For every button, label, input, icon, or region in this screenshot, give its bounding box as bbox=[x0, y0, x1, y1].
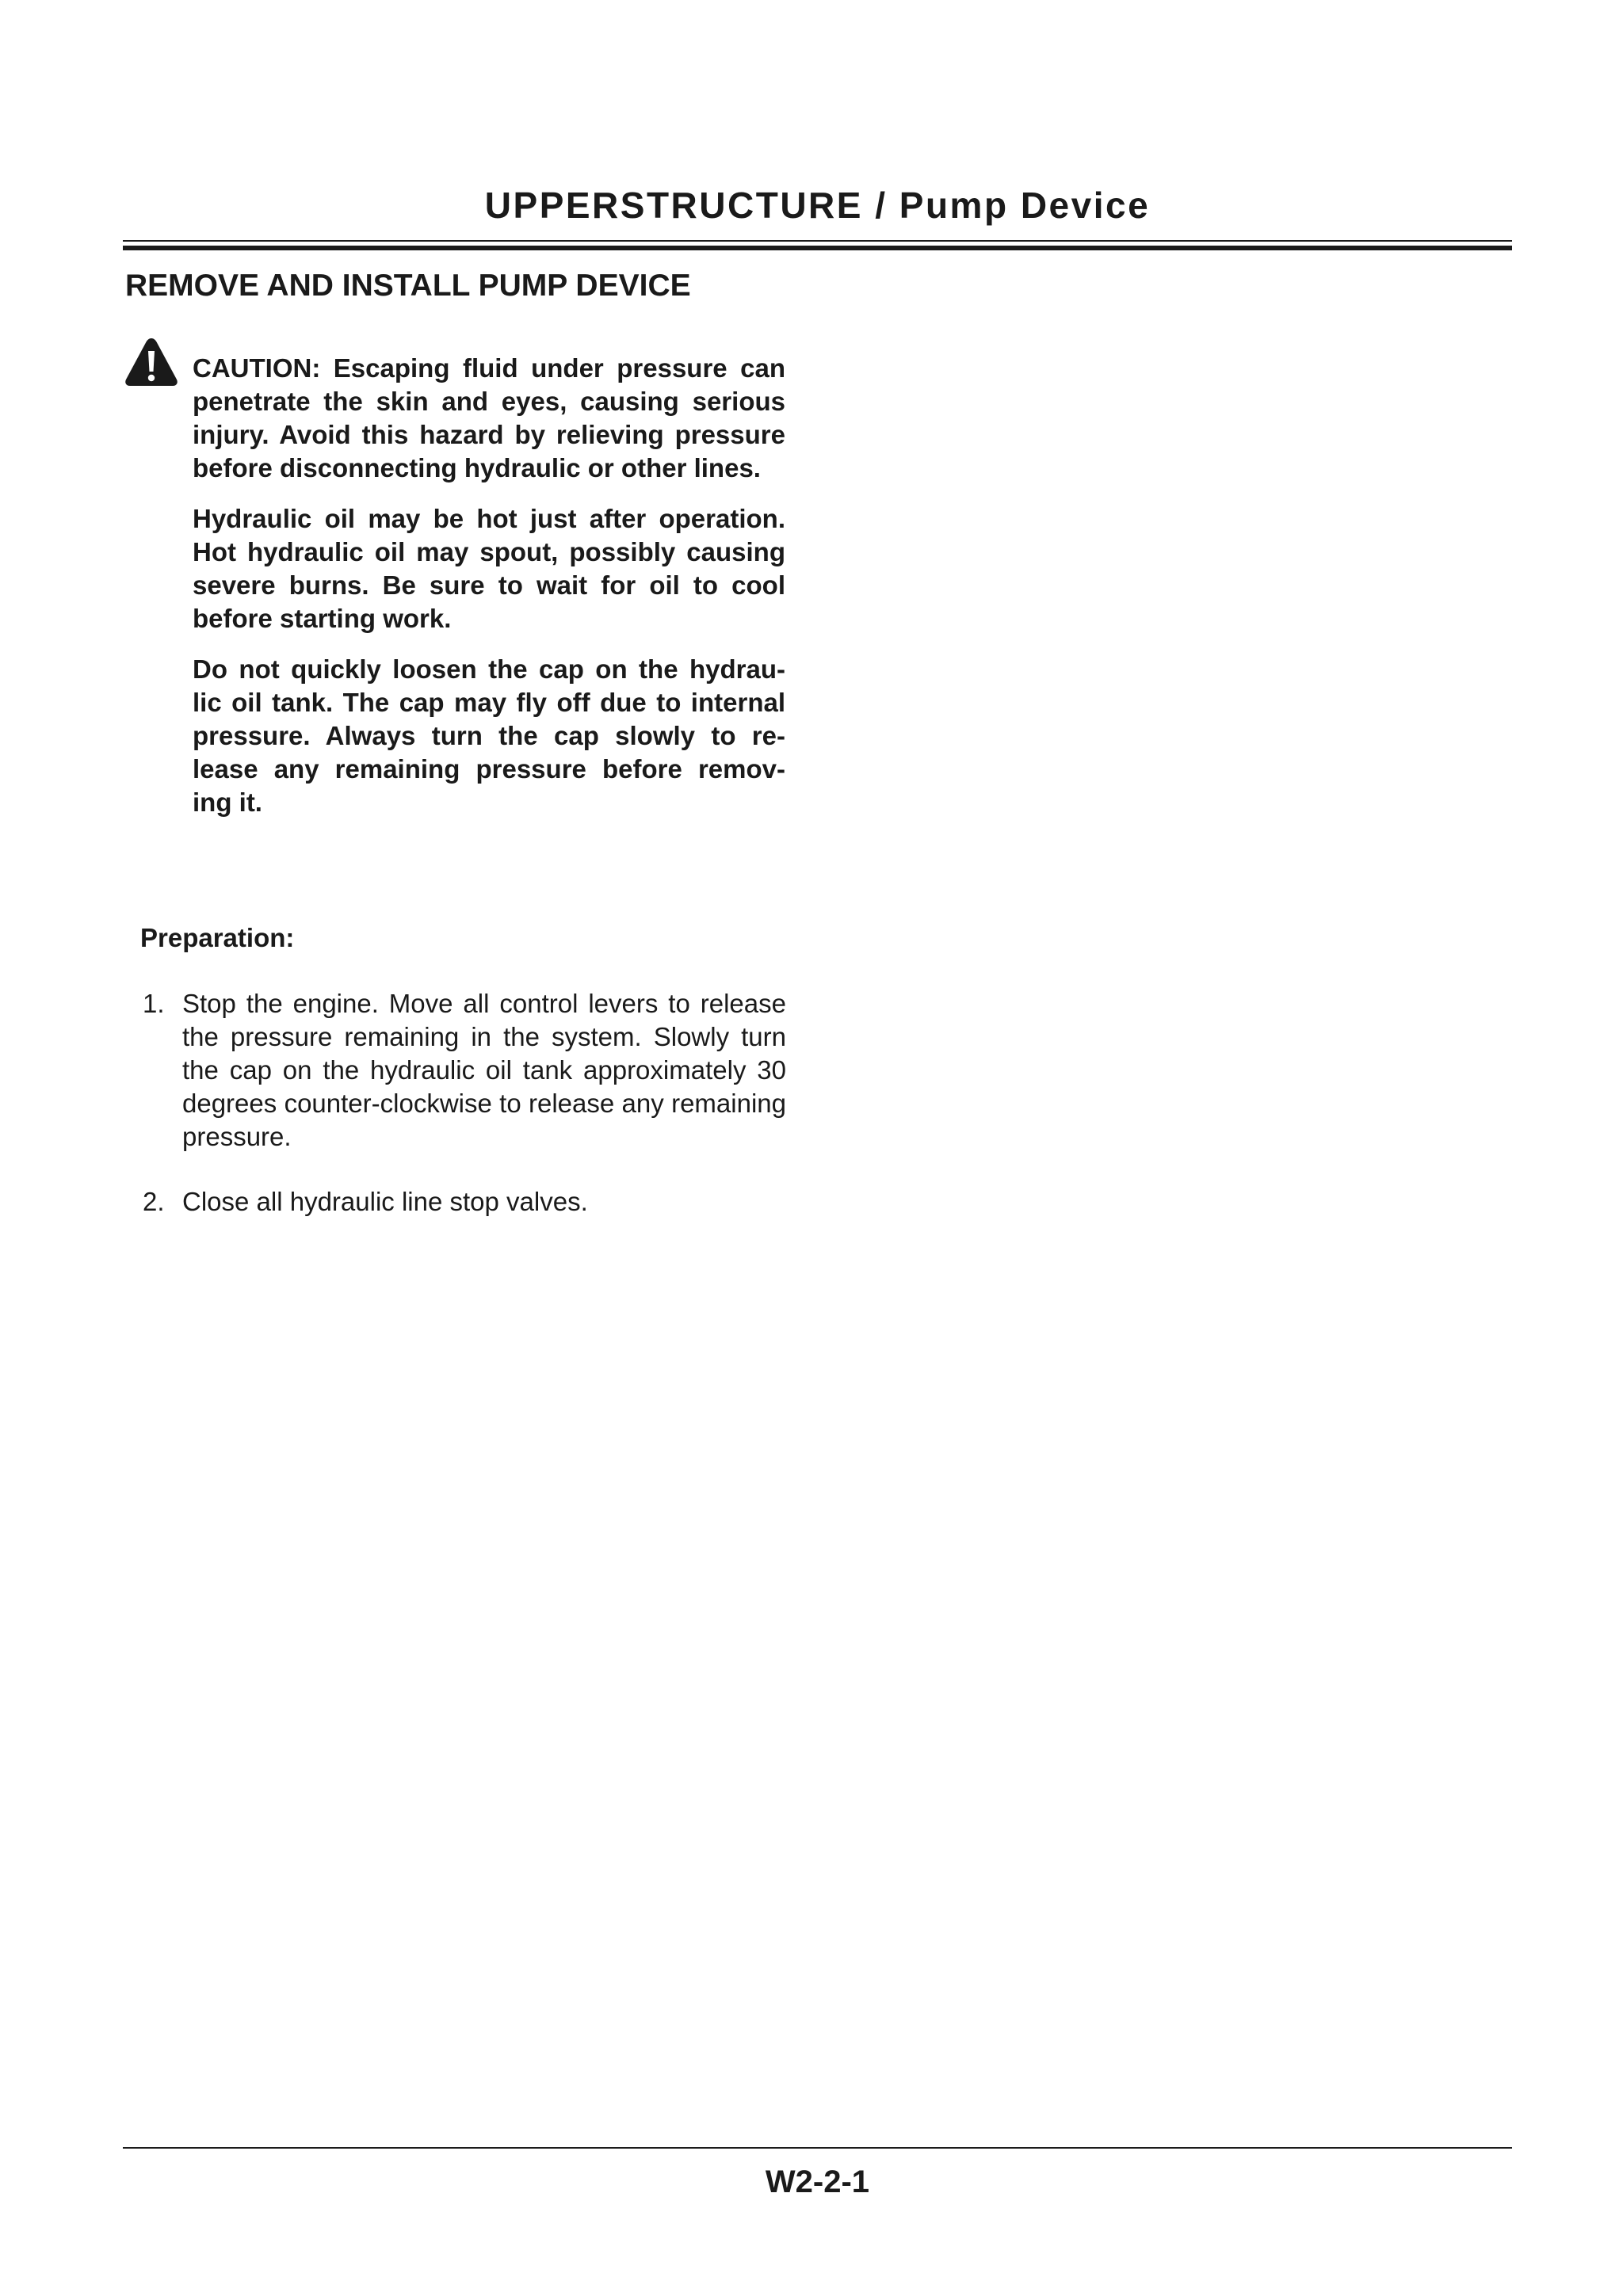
preparation-steps-list bbox=[143, 987, 786, 1250]
caution-paragraph: Hydraulic oil may be hot just after operation. Hot hydraulic oil may spout, possibly causing severe burns. Be sure to wait for oil to cool before starting work. bbox=[193, 504, 785, 633]
caution-paragraph: Do not quickly loosen the cap on the hydrau- lic oil tank. The cap may fly off due to internal pressure. Always turn the cap slowly to re- lease any remaining pressure before remov- ing it. bbox=[193, 654, 785, 817]
caution-text-block bbox=[193, 352, 785, 837]
preparation-heading: Preparation: bbox=[140, 923, 295, 952]
warning-triangle-icon bbox=[124, 337, 179, 387]
list-item bbox=[143, 1185, 786, 1219]
page-title: UPPERSTRUCTURE / Pump Device bbox=[484, 185, 1151, 226]
step-number: 2. bbox=[143, 1187, 165, 1216]
header-rule-thin bbox=[123, 240, 1512, 242]
page-number: W2-2-1 bbox=[765, 2164, 870, 2199]
step-number: 1. bbox=[143, 989, 165, 1018]
section-heading: REMOVE AND INSTALL PUMP DEVICE bbox=[125, 269, 691, 303]
footer-rule bbox=[123, 2147, 1512, 2149]
step-text: Stop the engine. Move all control levers to release the pressure remaining in the system. Slowly turn the cap on the hydraulic oil tank approximately 30 degrees counter-clockwise to release any remaining pressure. bbox=[182, 989, 786, 1151]
step-text: Close all hydraulic line stop valves. bbox=[182, 1187, 588, 1216]
header-rule-thick bbox=[123, 246, 1512, 250]
list-item bbox=[143, 987, 786, 1154]
caution-paragraph: CAUTION: Escaping fluid under pressure can penetrate the skin and eyes, causing serious injury. Avoid this hazard by relieving pressure before disconnecting hydraulic or other lines. bbox=[193, 353, 785, 482]
